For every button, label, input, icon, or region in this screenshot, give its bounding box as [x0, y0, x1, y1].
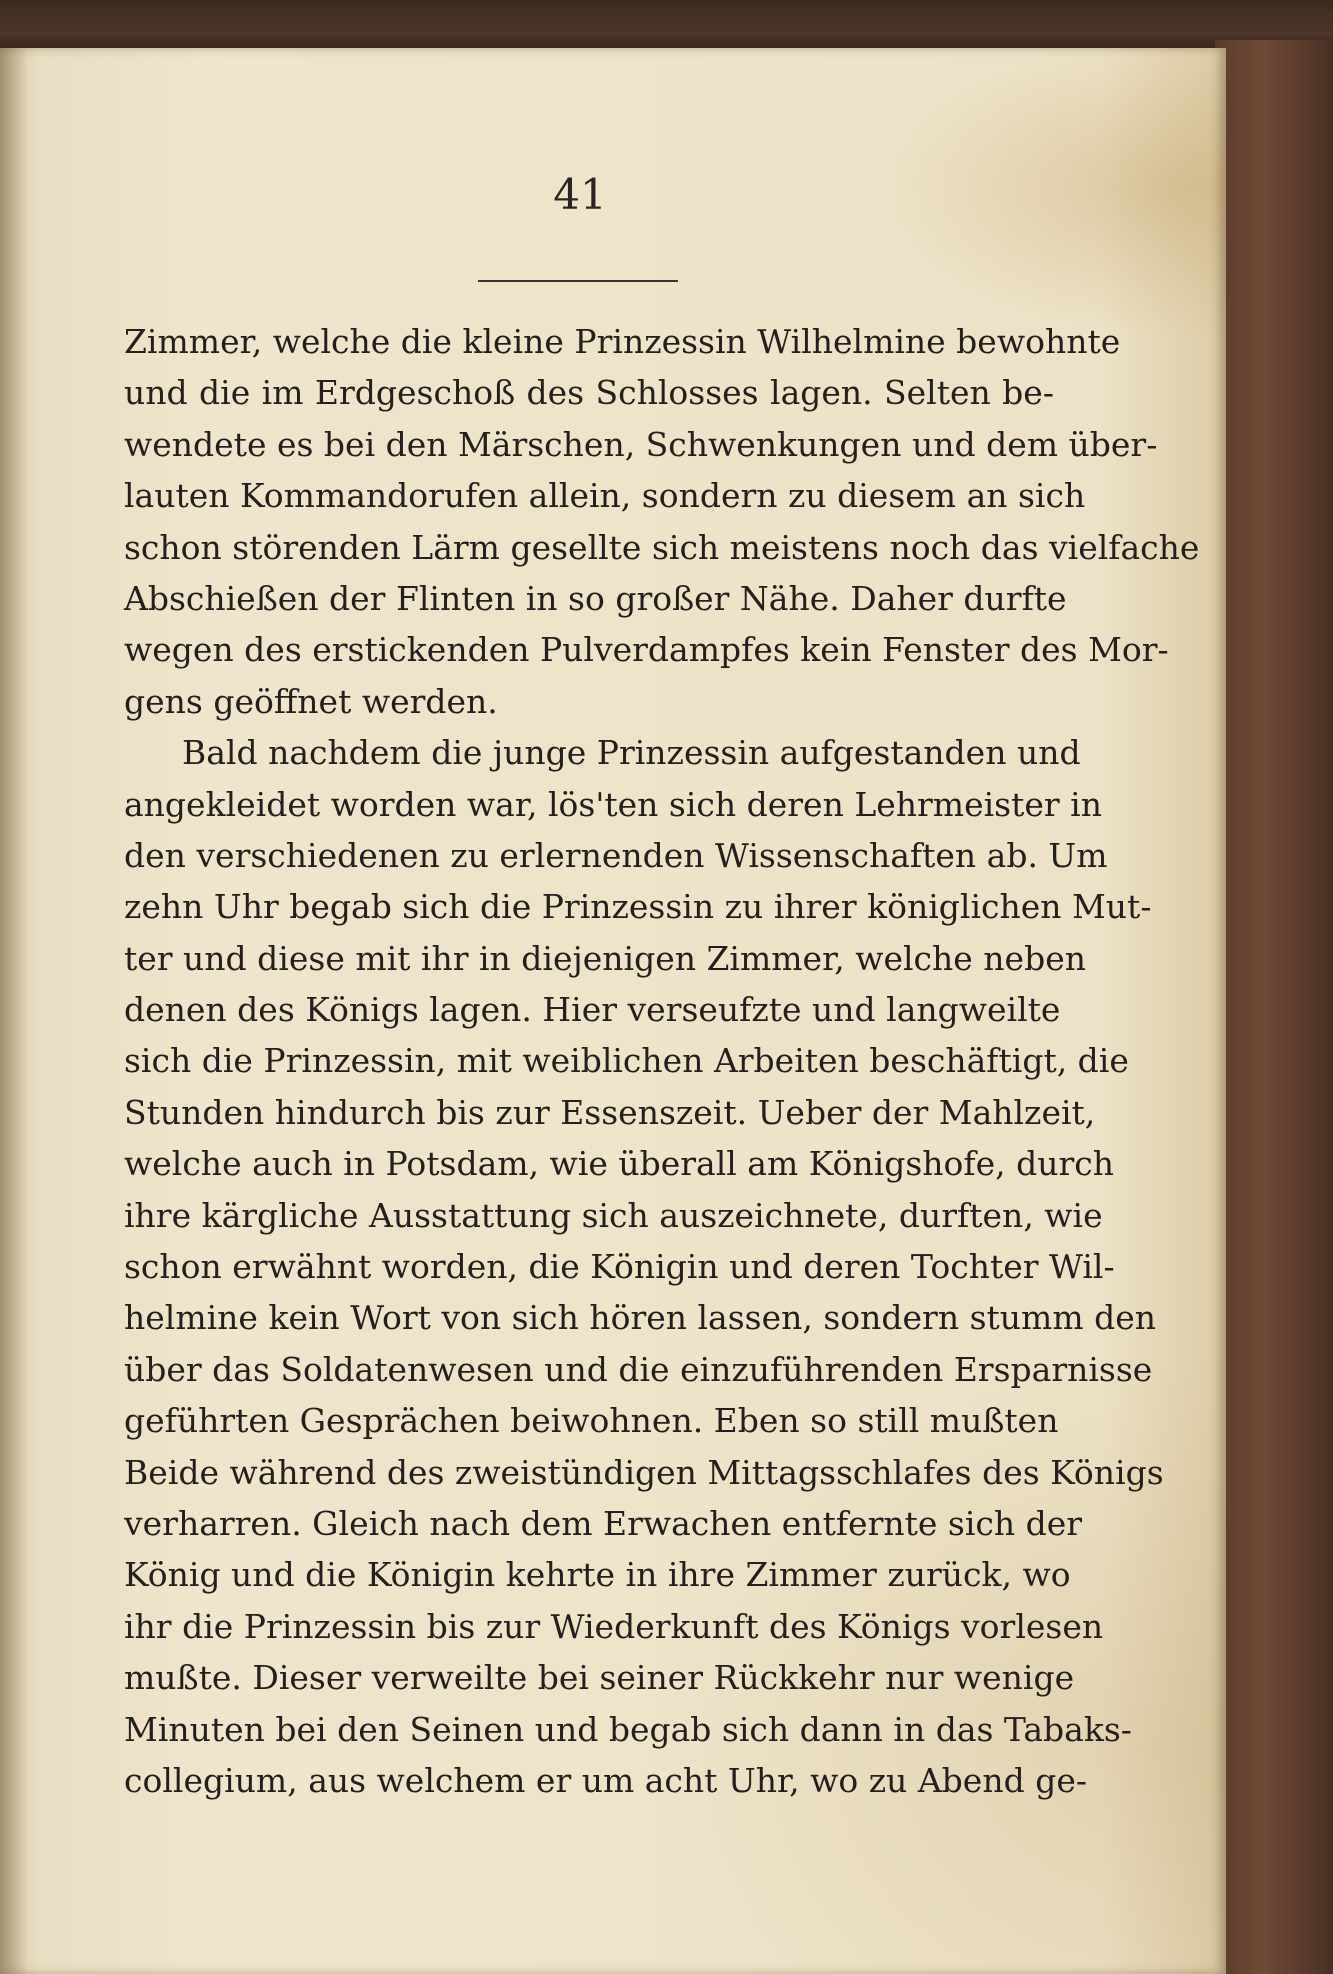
- text-line: denen des Königs lagen. Hier verseufzte und langweilte: [124, 990, 1061, 1030]
- text-line: Bald nachdem die junge Prinzessin aufgestanden und: [182, 733, 1081, 773]
- text-line: schon störenden Lärm gesellte sich meistens noch das vielfache: [124, 527, 1200, 567]
- body-text: [124, 316, 1200, 1806]
- text-line: gens geöffnet werden.: [124, 681, 498, 721]
- text-line: helmine kein Wort von sich hören lassen, sondern stumm den: [124, 1298, 1157, 1338]
- text-line: König und die Königin kehrte in ihre Zimmer zurück, wo: [124, 1555, 1071, 1595]
- text-line: Beide während des zweistündigen Mittagsschlafes des Königs: [124, 1452, 1164, 1492]
- text-line: collegium, aus welchem er um acht Uhr, wo zu Abend ge-: [124, 1760, 1087, 1800]
- text-line: Minuten bei den Seinen und begab sich dann in das Tabaks-: [124, 1709, 1132, 1749]
- book-page: [0, 48, 1226, 1974]
- text-line: und die im Erdgeschoß des Schlosses lagen. Selten be-: [124, 373, 1054, 413]
- text-line: schon erwähnt worden, die Königin und deren Tochter Wil-: [124, 1247, 1115, 1287]
- text-line: wegen des erstickenden Pulverdampfes kein Fenster des Mor-: [124, 630, 1169, 670]
- text-line: welche auch in Potsdam, wie überall am Königshofe, durch: [124, 1144, 1114, 1184]
- text-line: ihr die Prinzessin bis zur Wiederkunft des Königs vorlesen: [124, 1606, 1104, 1646]
- text-line: ter und diese mit ihr in diejenigen Zimmer, welche neben: [124, 938, 1086, 978]
- text-line: den verschiedenen zu erlernenden Wissenschaften ab. Um: [124, 835, 1108, 875]
- text-line: wendete es bei den Märschen, Schwenkungen und dem über-: [124, 424, 1158, 464]
- book-cover-right-edge: [1215, 40, 1333, 1974]
- text-line: zehn Uhr begab sich die Prinzessin zu ihrer königlichen Mut-: [124, 887, 1152, 927]
- text-line: Zimmer, welche die kleine Prinzessin Wilhelmine bewohnte: [124, 322, 1121, 361]
- text-line: geführten Gesprächen beiwohnen. Eben so still mußten: [124, 1401, 1059, 1441]
- book-cover-top-edge: [0, 0, 1333, 55]
- text-line: lauten Kommandorufen allein, sondern zu diesem an sich: [124, 476, 1086, 516]
- text-line: verharren. Gleich nach dem Erwachen entfernte sich der: [124, 1503, 1083, 1543]
- text-line: mußte. Dieser verweilte bei seiner Rückkehr nur wenige: [124, 1658, 1075, 1698]
- header-rule: [478, 280, 678, 282]
- text-line: Stunden hindurch bis zur Essenszeit. Ueber der Mahlzeit,: [124, 1092, 1096, 1132]
- text-line: Abschießen der Flinten in so großer Nähe. Daher durfte: [124, 578, 1067, 618]
- text-line: sich die Prinzessin, mit weiblichen Arbeiten beschäftigt, die: [124, 1041, 1129, 1081]
- gutter-shadow: [0, 48, 28, 1974]
- text-line: angekleidet worden war, lös'ten sich deren Lehrmeister in: [124, 784, 1102, 824]
- page-number: 41: [553, 170, 607, 219]
- text-line: über das Soldatenwesen und die einzuführenden Ersparnisse: [124, 1349, 1153, 1389]
- text-line: ihre kärgliche Ausstattung sich auszeichnete, durften, wie: [124, 1195, 1103, 1235]
